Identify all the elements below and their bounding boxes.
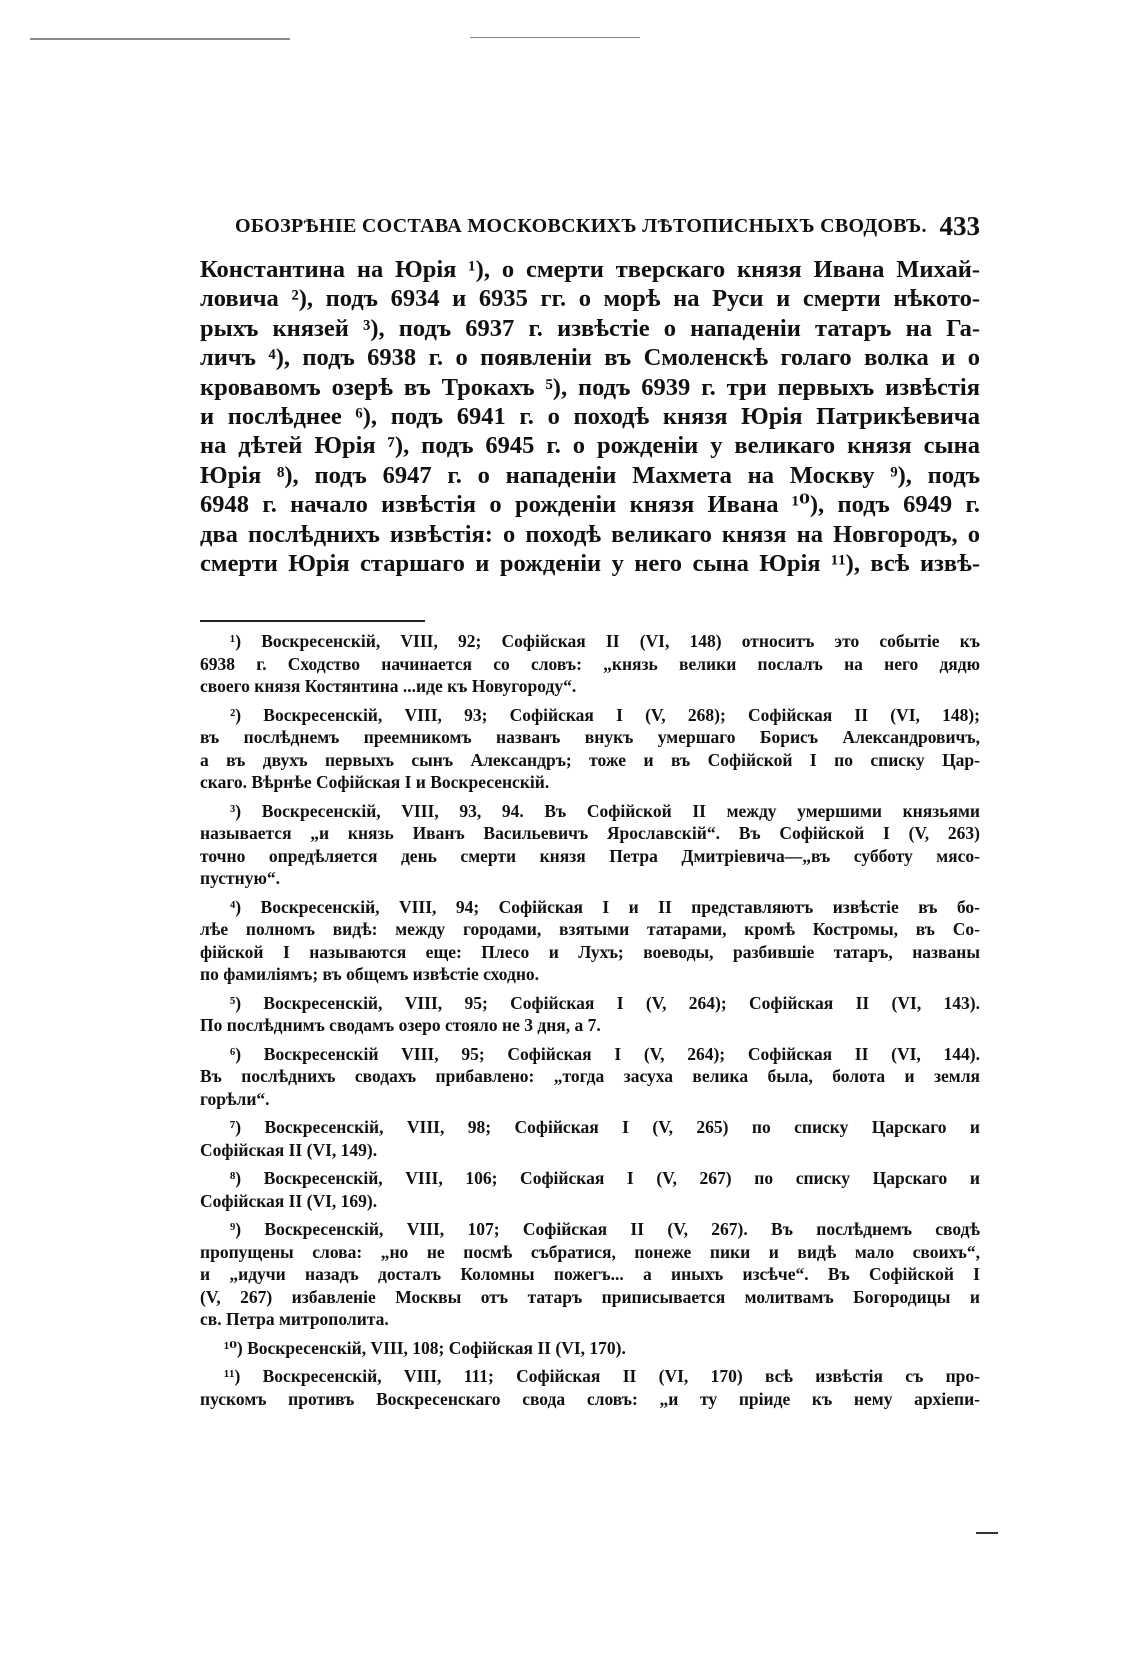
footnote-line: По послѣднимъ сводамъ озеро стояло не 3 дня, а 7. bbox=[200, 1015, 601, 1035]
footnote-line: ⁴) Воскресенскій, VIII, 94; Софійская I и II представляютъ извѣстіе въ бо- bbox=[230, 896, 980, 917]
footnote-line: (V, 267) избавленіе Москвы отъ татаръ приписывается молитвамъ Богородицы и bbox=[200, 1286, 980, 1307]
footnote-11 bbox=[200, 1365, 980, 1410]
footnote-line: лѣе полномъ видѣ: между городами, взятыми татарами, кромѣ Костромы, въ Со- bbox=[200, 919, 980, 939]
text-line: смерти Юрія старшаго и рожденіи у него сына Юрія ¹¹), всѣ извѣ- bbox=[200, 550, 980, 578]
footnote-8 bbox=[200, 1167, 980, 1212]
footnote-line: ⁶) Воскресенскій VIII, 95; Софійская I (V, 264); Софійская II (VI, 144). bbox=[230, 1043, 980, 1064]
text-line: рыхъ князей ³), подъ 6937 г. извѣстіе о нападеніи татаръ на Га- bbox=[200, 314, 980, 342]
footnote-line: Въ послѣднихъ сводахъ прибавлено: „тогда засуха велика была, болота и земля bbox=[200, 1066, 980, 1086]
footnote-line: Софійская II (VI, 149). bbox=[200, 1139, 378, 1160]
footnote-3 bbox=[200, 800, 980, 890]
text-line: ловича ²), подъ 6934 и 6935 гг. о морѣ на Руси и смерти нѣкото- bbox=[200, 285, 980, 313]
footnote-line: ³) Воскресенскій, VIII, 93, 94. Въ Софійской II между умершими князьями bbox=[230, 800, 980, 821]
footnote-line: называется „и князь Иванъ Васильевичъ Ярославскій“. Въ Софійской I (V, 263) bbox=[200, 823, 980, 843]
scan-edge-rule bbox=[470, 37, 640, 38]
text-line: кровавомъ озерѣ въ Трокахъ ⁵), подъ 6939 г. три первыхъ извѣстія bbox=[200, 373, 980, 401]
footnote-line: ²) Воскресенскій, VIII, 93; Софійская I (V, 268); Софійская II (VI, 148); bbox=[230, 704, 980, 725]
footnote-line: ¹¹) Воскресенскій, VIII, 111; Софійская II (VI, 170) всѣ извѣстія съ про- bbox=[224, 1366, 980, 1386]
text-line: два послѣднихъ извѣстія: о походѣ великаго князя на Новгородъ, о bbox=[200, 520, 980, 548]
footnote-line: пускомъ противъ Воскресенскаго свода словъ: „и ту пріиде къ нему архіепи- bbox=[200, 1388, 980, 1409]
text-line: Юрія ⁸), подъ 6947 г. о нападеніи Махмета на Москву ⁹), подъ bbox=[200, 461, 980, 489]
footnote-9 bbox=[200, 1218, 980, 1331]
footnote-2 bbox=[200, 704, 980, 794]
footnote-line: а въ двухъ первыхъ сынъ Александръ; тоже и въ Софійской I по списку Цар- bbox=[200, 749, 980, 770]
footnotes bbox=[200, 630, 980, 1416]
main-text bbox=[200, 255, 980, 578]
footnote-line: ¹⁰) Воскресенскій, VIII, 108; Софійская II (VI, 170). bbox=[224, 1337, 626, 1358]
footnote-line: фійской I называются еще: Плесо и Лухъ; воеводы, разбившіе татаръ, названы bbox=[200, 941, 980, 962]
footnote-10 bbox=[200, 1337, 980, 1360]
footnote-1 bbox=[200, 630, 980, 698]
text-line: личъ ⁴), подъ 6938 г. о появленіи въ Смоленскѣ голаго волка и о bbox=[200, 344, 980, 372]
footnote-separator bbox=[200, 620, 425, 622]
footnote-line: пропущены слова: „но не посмѣ събратися, понеже пики и видѣ мало своихъ“, bbox=[200, 1241, 980, 1262]
footnote-line: ⁸) Воскресенскій, VIII, 106; Софійская I (V, 267) по списку Царскаго и bbox=[230, 1168, 980, 1188]
footnote-line: пустную“. bbox=[200, 868, 280, 888]
footnote-line: по фамиліямъ; въ общемъ извѣстіе сходно. bbox=[200, 964, 540, 984]
footnote-line: св. Петра митрополита. bbox=[200, 1309, 389, 1329]
footnote-7 bbox=[200, 1116, 980, 1161]
footnote-line: 6938 г. Сходство начинается со словъ: „князь велики послалъ на него дядю bbox=[200, 653, 980, 674]
footnote-4 bbox=[200, 896, 980, 986]
footnote-line: горѣли“. bbox=[200, 1088, 270, 1109]
footnote-line: точно опредѣляется день смерти князя Петра Дмитріевича—„въ субботу мясо- bbox=[200, 845, 980, 866]
text-line: 6948 г. начало извѣстія о рожденіи князя Ивана ¹⁰), подъ 6949 г. bbox=[200, 491, 980, 519]
running-head-title: ОБОЗРѢНІЕ СОСТАВА МОСКОВСКИХЪ ЛѢТОПИСНЫХЪ СВОДОВЪ. bbox=[235, 215, 927, 237]
footnote-5 bbox=[200, 992, 980, 1037]
page-number: 433 bbox=[939, 211, 980, 241]
text-line: Константина на Юрія ¹), о смерти тверскаго князя Ивана Михай- bbox=[200, 256, 980, 283]
footnote-line: ¹) Воскресенскій, VIII, 92; Софійская II (VI, 148) относитъ это событіе къ bbox=[230, 631, 980, 651]
footnote-line: своего князя Костянтина ...иде къ Новугороду“. bbox=[200, 676, 577, 696]
footnote-line: ⁵) Воскресенскій, VIII, 95; Софійская I (V, 264); Софійская II (VI, 143). bbox=[230, 992, 980, 1013]
running-header bbox=[235, 211, 980, 245]
margin-dash bbox=[976, 1532, 998, 1534]
text-line: и послѣднее ⁶), подъ 6941 г. о походѣ князя Юрія Патрикѣевича bbox=[200, 403, 980, 431]
footnote-line: въ послѣднемъ преемникомъ названъ внукъ умершаго Борисъ Александровичъ, bbox=[200, 727, 980, 747]
text-line: на дѣтей Юрія ⁷), подъ 6945 г. о рожденіи у великаго князя сына bbox=[200, 432, 980, 460]
footnote-line: скаго. Вѣрнѣе Софійская I и Воскресенскій. bbox=[200, 772, 550, 792]
footnote-line: ⁹) Воскресенскій, VIII, 107; Софійская II (V, 267). Въ послѣднемъ сводѣ bbox=[230, 1219, 980, 1239]
footnote-line: и „идучи назадъ досталъ Коломны пожегъ... а иныхъ изсѣче“. Въ Софійской I bbox=[200, 1264, 980, 1284]
footnote-line: Софійская II (VI, 169). bbox=[200, 1190, 378, 1211]
footnote-6 bbox=[200, 1043, 980, 1111]
scan-edge-rule bbox=[30, 38, 290, 40]
footnote-line: ⁷) Воскресенскій, VIII, 98; Софійская I (V, 265) по списку Царскаго и bbox=[230, 1117, 980, 1137]
